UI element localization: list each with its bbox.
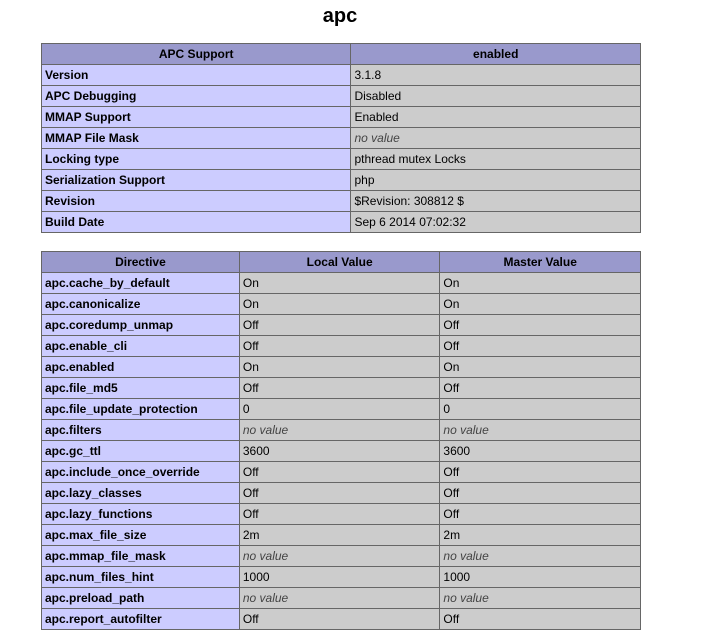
directive-name: apc.max_file_size — [42, 525, 240, 546]
master-value: Off — [440, 504, 641, 525]
row-value: 3.1.8 — [351, 65, 641, 86]
row-value: pthread mutex Locks — [351, 149, 641, 170]
local-value: On — [239, 357, 440, 378]
directive-name: apc.file_update_protection — [42, 399, 240, 420]
directive-name: apc.enabled — [42, 357, 240, 378]
local-value: Off — [239, 504, 440, 525]
master-value: On — [440, 294, 641, 315]
directive-name: apc.gc_ttl — [42, 441, 240, 462]
master-value: Off — [440, 609, 641, 630]
local-value: 0 — [239, 399, 440, 420]
table-row — [42, 462, 641, 483]
table-row — [42, 441, 641, 462]
master-value: 2m — [440, 525, 641, 546]
directive-name: apc.filters — [42, 420, 240, 441]
directive-name: apc.file_md5 — [42, 378, 240, 399]
directive-name: apc.mmap_file_mask — [42, 546, 240, 567]
table-header-row — [42, 252, 641, 273]
row-value: $Revision: 308812 $ — [351, 191, 641, 212]
table-row — [42, 483, 641, 504]
master-value: Off — [440, 378, 641, 399]
table-row — [42, 420, 641, 441]
column-header: Directive — [42, 252, 240, 273]
table-row — [42, 107, 641, 128]
row-value: Sep 6 2014 07:02:32 — [351, 212, 641, 233]
master-value: Off — [440, 336, 641, 357]
local-value: Off — [239, 315, 440, 336]
local-value: no value — [239, 546, 440, 567]
master-value: Off — [440, 462, 641, 483]
row-value: php — [351, 170, 641, 191]
row-label: MMAP File Mask — [42, 128, 351, 149]
master-value: 0 — [440, 399, 641, 420]
master-value: Off — [440, 483, 641, 504]
directive-name: apc.lazy_functions — [42, 504, 240, 525]
directive-name: apc.include_once_override — [42, 462, 240, 483]
directive-name: apc.lazy_classes — [42, 483, 240, 504]
column-header: enabled — [351, 44, 641, 65]
directive-name: apc.preload_path — [42, 588, 240, 609]
row-label: APC Debugging — [42, 86, 351, 107]
row-value: Disabled — [351, 86, 641, 107]
master-value: On — [440, 357, 641, 378]
table-row — [42, 399, 641, 420]
table-row — [42, 378, 641, 399]
local-value: Off — [239, 483, 440, 504]
table-row — [42, 546, 641, 567]
table-row — [42, 86, 641, 107]
master-value: 1000 — [440, 567, 641, 588]
master-value: 3600 — [440, 441, 641, 462]
table-row — [42, 588, 641, 609]
directive-name: apc.report_autofilter — [42, 609, 240, 630]
table-row — [42, 315, 641, 336]
row-label: MMAP Support — [42, 107, 351, 128]
local-value: On — [239, 273, 440, 294]
master-value: no value — [440, 546, 641, 567]
local-value: Off — [239, 336, 440, 357]
directive-name: apc.coredump_unmap — [42, 315, 240, 336]
directive-name: apc.canonicalize — [42, 294, 240, 315]
local-value: no value — [239, 588, 440, 609]
local-value: Off — [239, 378, 440, 399]
local-value: 1000 — [239, 567, 440, 588]
table-row — [42, 212, 641, 233]
local-value: Off — [239, 609, 440, 630]
column-header: APC Support — [42, 44, 351, 65]
row-value: Enabled — [351, 107, 641, 128]
table-row — [42, 357, 641, 378]
table-row — [42, 149, 641, 170]
table-row — [42, 273, 641, 294]
local-value: Off — [239, 462, 440, 483]
local-value: On — [239, 294, 440, 315]
page-title: apc — [322, 5, 358, 27]
table-row — [42, 567, 641, 588]
directive-name: apc.enable_cli — [42, 336, 240, 357]
master-value: On — [440, 273, 641, 294]
local-value: no value — [239, 420, 440, 441]
directive-name: apc.cache_by_default — [42, 273, 240, 294]
row-label: Build Date — [42, 212, 351, 233]
table-row — [42, 609, 641, 630]
row-value: no value — [351, 128, 641, 149]
table-row — [42, 191, 641, 212]
apc-support-table — [41, 43, 641, 233]
table-row — [42, 294, 641, 315]
table-row — [42, 525, 641, 546]
column-header: Local Value — [239, 252, 440, 273]
directive-name: apc.num_files_hint — [42, 567, 240, 588]
row-label: Revision — [42, 191, 351, 212]
master-value: no value — [440, 420, 641, 441]
row-label: Locking type — [42, 149, 351, 170]
table-row — [42, 504, 641, 525]
row-label: Version — [42, 65, 351, 86]
table-header-row — [42, 44, 641, 65]
table-row — [42, 336, 641, 357]
table-row — [42, 65, 641, 86]
table-row — [42, 170, 641, 191]
master-value: no value — [440, 588, 641, 609]
local-value: 3600 — [239, 441, 440, 462]
master-value: Off — [440, 315, 641, 336]
table-row — [42, 128, 641, 149]
row-label: Serialization Support — [42, 170, 351, 191]
local-value: 2m — [239, 525, 440, 546]
column-header: Master Value — [440, 252, 641, 273]
apc-directive-table — [41, 251, 641, 630]
